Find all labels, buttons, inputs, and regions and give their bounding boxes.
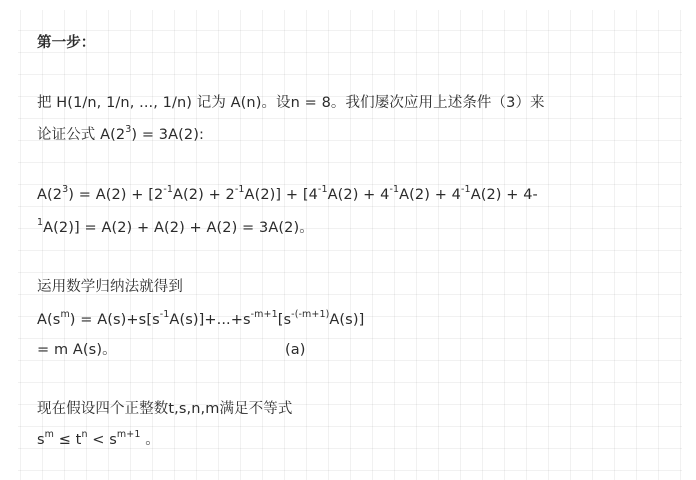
superscript: -1: [159, 309, 170, 321]
induction-result: [37, 340, 337, 360]
assumption-intro: 现在假设四个正整数t,s,n,m满足不等式: [37, 401, 293, 417]
page-margin-top: [0, 0, 696, 10]
text-run: A(2)] = A(2) + A(2) + A(2) = 3A(2)。: [43, 220, 314, 236]
step-heading: 第一步：: [37, 35, 96, 51]
superscript: -1: [389, 184, 400, 196]
superscript: 3: [62, 184, 69, 196]
superscript: -(-m+1): [291, 309, 330, 321]
text-run: A(2: [37, 187, 63, 203]
induction-formula: [37, 310, 364, 330]
page-margin-left: [0, 0, 18, 480]
text-run: A(2) + 4: [399, 187, 462, 203]
intro-line-1: 把 H(1/n, 1/n, ..., 1/n) 记为 A(n)。设n = 8。我们屡次应用上述条件（3）来: [37, 95, 545, 111]
text-run: [s: [277, 312, 292, 328]
text-run: 。: [140, 432, 160, 448]
superscript: 3: [125, 124, 132, 136]
superscript: -1: [163, 184, 173, 196]
text-run: A(2) + 4: [327, 187, 390, 203]
text-run: A(2) + 4-: [470, 187, 538, 203]
superscript: n: [81, 429, 88, 441]
text-run: s: [37, 432, 45, 448]
superscript: -1: [234, 184, 245, 196]
text-run: A(s)]+...+s: [169, 312, 251, 328]
equation-line-2: [37, 218, 314, 238]
text-run: < s: [87, 432, 117, 448]
text-run: ) = 3A(2):: [131, 127, 204, 143]
result-text: = m A(s)。: [37, 342, 117, 358]
text-run: A(s: [37, 312, 61, 328]
equation-tag: (a): [285, 342, 306, 358]
equation-line-1: [37, 185, 538, 205]
superscript: m: [44, 429, 55, 441]
induction-intro: 运用数学归纳法就得到: [37, 279, 183, 295]
superscript: -1: [461, 184, 471, 196]
text-run: ) = A(s)+s[s: [69, 312, 160, 328]
page-margin-right: [682, 0, 696, 480]
superscript: -m+1: [250, 309, 278, 321]
text-run: ≤ t: [54, 432, 82, 448]
text-run: A(2) + 2: [173, 187, 235, 203]
inequality-line: [37, 430, 160, 450]
superscript: m+1: [116, 429, 141, 441]
text-run: A(s)]: [329, 312, 365, 328]
text-run: ) = A(2) + [2: [68, 187, 164, 203]
superscript: m: [60, 309, 70, 321]
text-run: A(2)] + [4: [244, 187, 318, 203]
superscript: -1: [317, 184, 328, 196]
text-run: 论证公式 A(2: [37, 127, 126, 143]
superscript: 1: [37, 217, 44, 229]
intro-line-2: [37, 125, 204, 145]
